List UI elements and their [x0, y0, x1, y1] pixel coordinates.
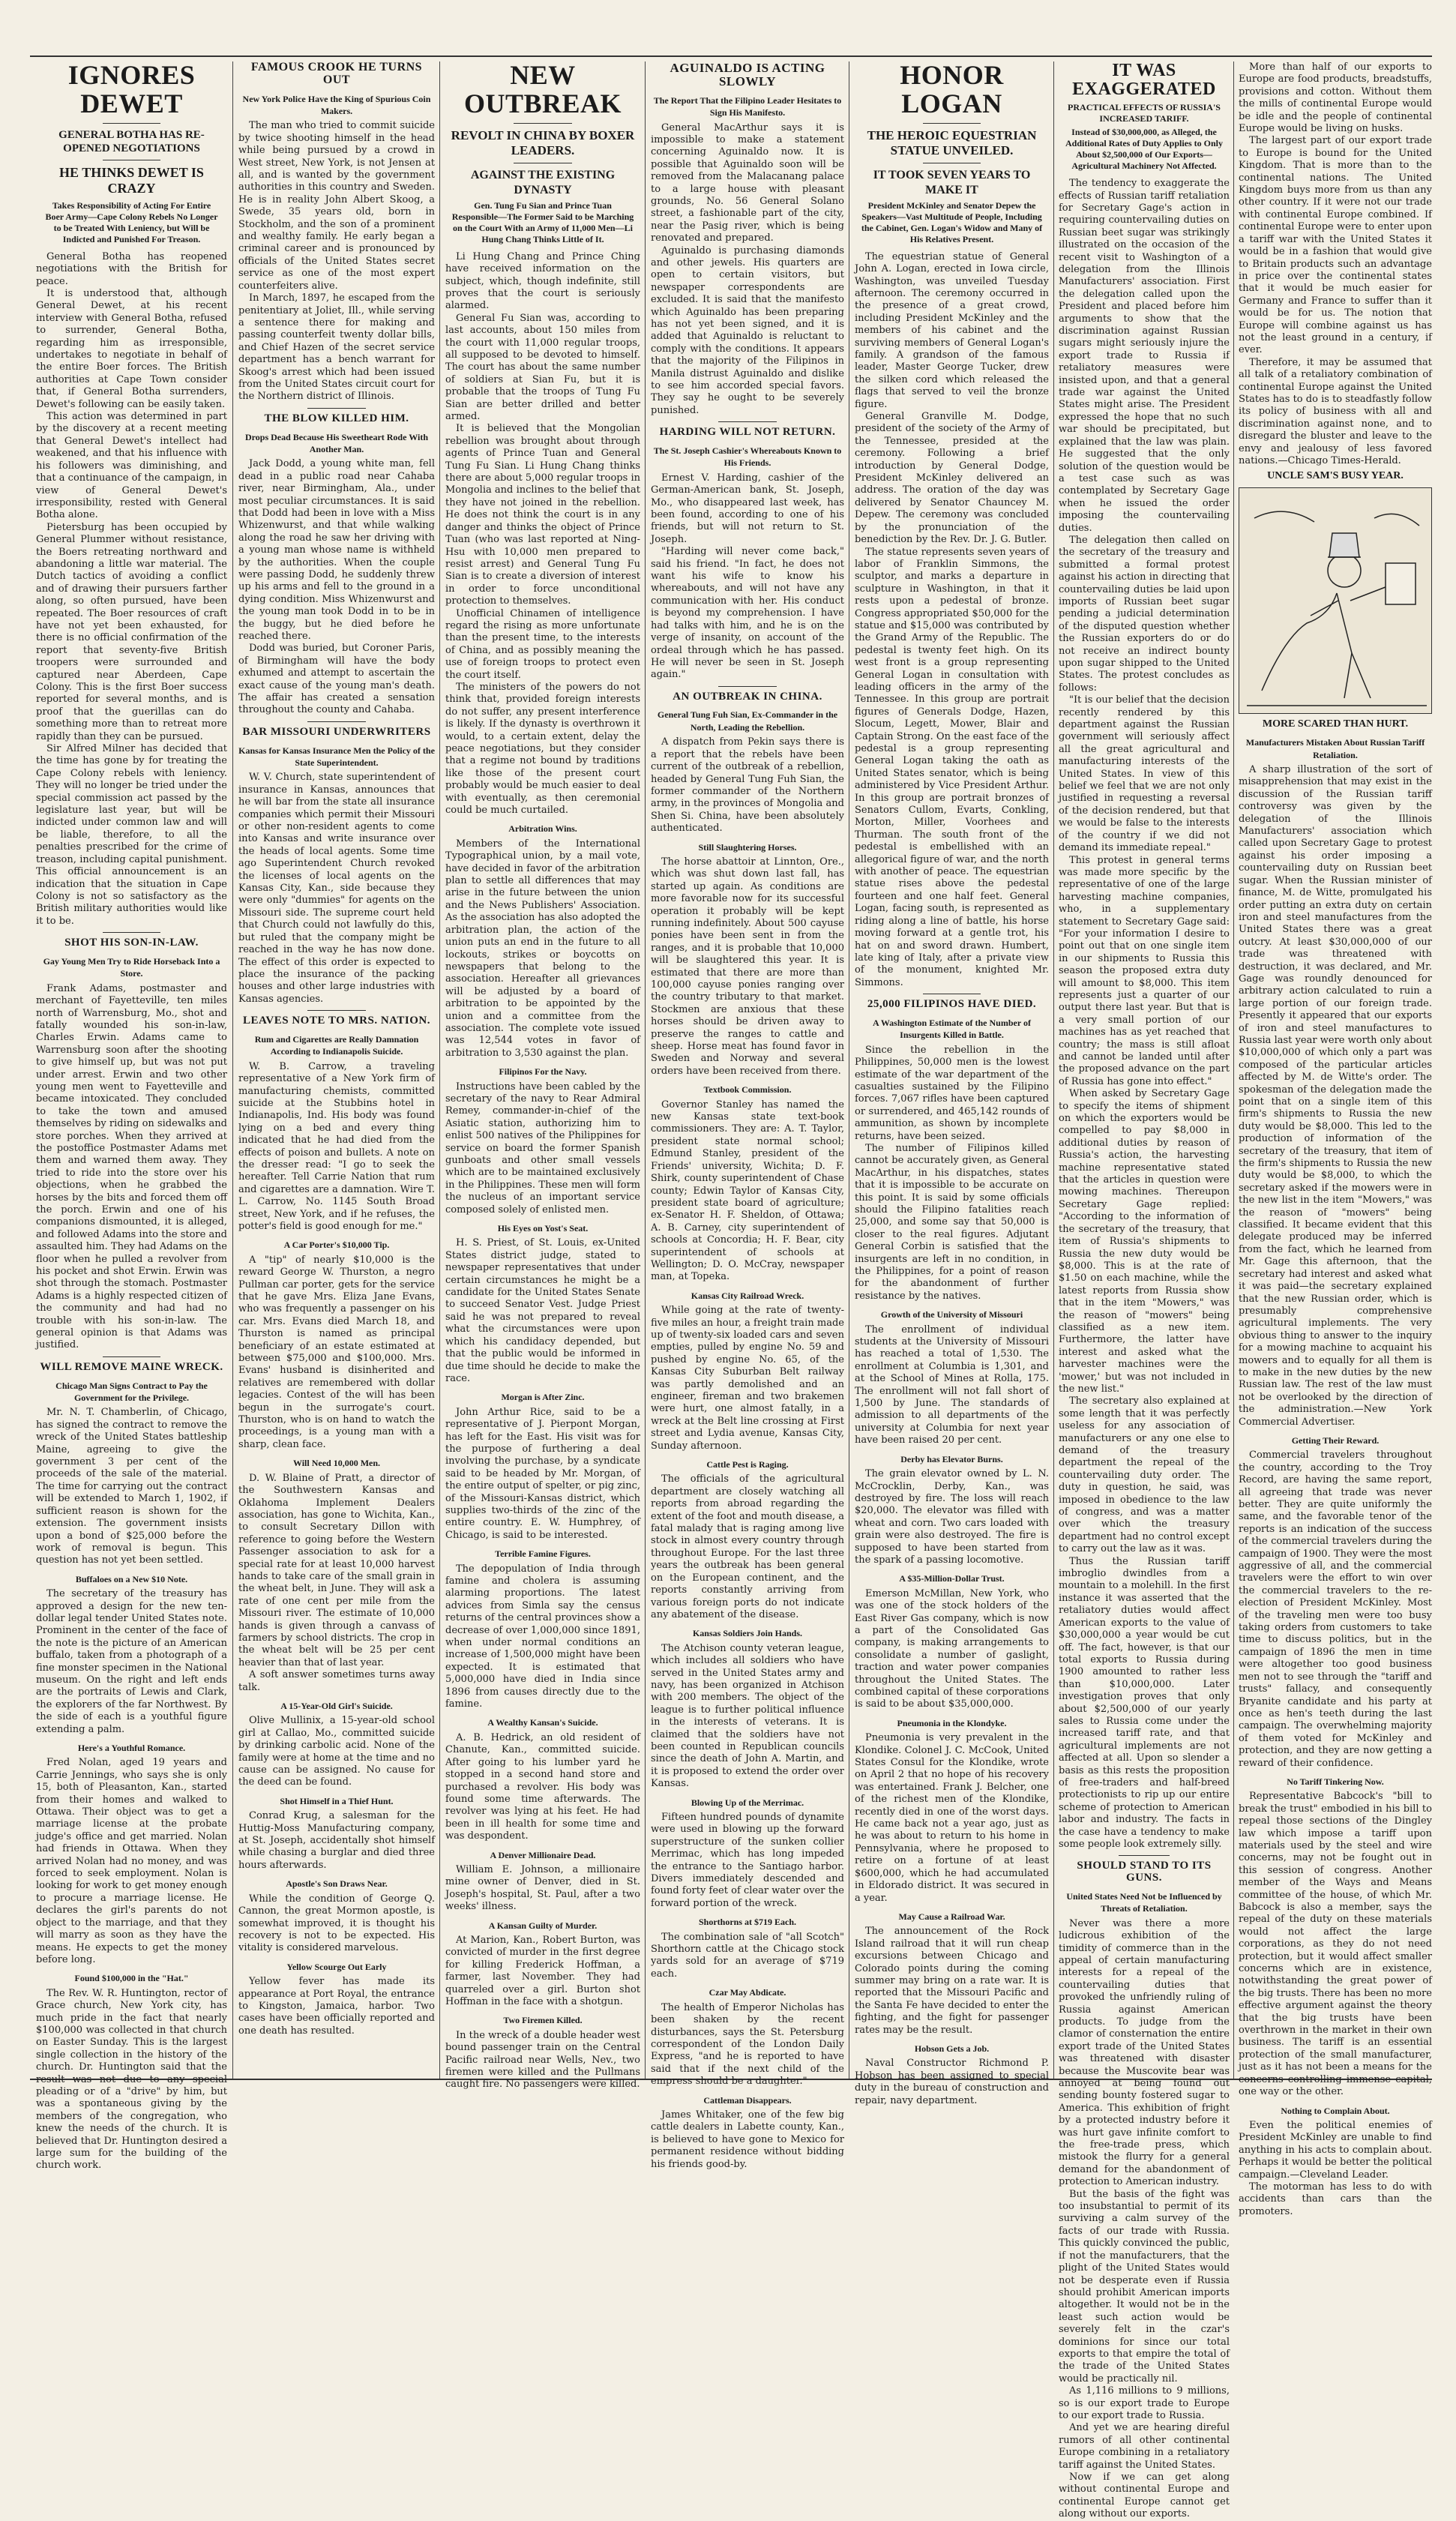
column-2	[238, 61, 435, 2071]
story-title: Shorthorns at $719 Each.	[698, 1917, 796, 1928]
story-title: Pneumonia in the Klondyke.	[897, 1717, 1007, 1728]
paragraph: The motorman has less to do with accidents than cars than the promoters.	[1239, 2181, 1432, 2217]
paragraph: General MacArthur says it is impossible to make a statement concerning Aguinaldo now. It is possible that Aguinaldo soon will be removed from the Malacanang palace to a large house with pleasant grounds, No. 56 General Solano street, a fashionable part of the city, near the Pasig river, which is being renovated and prepared.	[651, 121, 844, 244]
story-title: A Denver Millionaire Dead.	[490, 1849, 596, 1860]
story-title: May Cause a Railroad War.	[898, 1911, 1005, 1922]
column-1	[36, 60, 227, 2172]
paragraph: It is believed that the Mongolian rebellion was brought about through agents of Prince Tuan and General Tung Fu Sian. Li Hung Chang thinks there are about 5,000 regular troops in Mongolia and inclines to the belief that they have not joined in the rebellion. He does not think the court is in any danger and thinks the object of Prince Tuan (who was last reported at Ning-Hsu with 10,000 men prepared to resist arrest) and General Tung Fu Sian is to create a diversion of interest in order to force unconditional protection to themselves.	[445, 423, 640, 607]
paragraph: Thus the Russian tariff imbroglio dwindles from a mountain to a molehill. In the first instance it was asserted that the retaliatory duties would affect American exports to the value of $30,000,000 a year would be cut off. The fact, however, is that our total exports to Russia during 1900 amounted to rather less than $10,000,000. Later investigation proves that only about $2,500,000 of our yearly sales to Russia come under the increased tariff rate, and that agricultural implements are not affected at all. Upon so slender a basis as this rests the proposition of free-traders and half-breed protectionists to rip up our entire scheme of protection to American labor and industry. The facts in the case have a tendency to make some people look extremely silly.	[1059, 1555, 1230, 1850]
paragraph: The Rev. W. R. Huntington, rector of Grace church, New York city, has much pride in the fact that nearly $100,000 was collected in that church on Easter Sunday. This is the largest single collection in the history of the church. Dr. Huntington said that the result was not due to any special pleading or of a "drive" by him, but was a spontaneous giving by the members of the congregation, who knew the needs of the church. It is believed that Dr. Huntington desired a large sum for the building of the church work.	[36, 1987, 227, 2172]
paragraph: The announcement of the Rock Island railroad that it will run cheap excursions between Chicago and Colorado points during the coming summer may bring on a rate war. It is reported that the Missouri Pacific and the Santa Fe have decided to enter the fighting, and the fight for passenger rates may be the result.	[855, 1926, 1049, 2036]
story-title: His Eyes on Yost's Seat.	[497, 1223, 589, 1234]
paragraph: Governor Stanley has named the new Kansas state text-book commissioners. They are: A. T. Taylor, president state normal school; Edmund Stanley, president of the Friends' university, Wichita; D. F. Shirk, county superintendent of Chase county; Edwin Taylor of Kansas City, president state board of agriculture; ex-Senator H. F. Sheldon, of Ottawa; A. B. Carney, city superintendent of schools at Concordia; H. F. Bear, city superintendent of schools at Wellington; D. O. McCray, newspaper man, at Topeka.	[651, 1099, 844, 1283]
story-title: A Car Porter's $10,000 Tip.	[283, 1240, 390, 1251]
divider	[307, 408, 367, 409]
paragraph: Fifteen hundred pounds of dynamite were used in blowing up the forward superstructure of the sunken collier Merrimac, which has long impeded the entrance to the Santiago harbor. Divers immediately descended and found forty feet of clear water over the forward portion of the wreck.	[651, 1812, 844, 1909]
paragraph: Now if we can get along without continental Europe and continental Europe cannot get along without our exports.	[1059, 2472, 1230, 2520]
story-title: Growth of the University of Missouri	[880, 1309, 1023, 1320]
story-title: Hobson Gets a Job.	[914, 2043, 990, 2054]
deck: THE HEROIC EQUESTRIAN STATUE UNVEILED.	[867, 127, 1037, 157]
divider	[307, 1010, 367, 1011]
paragraph: The secretary also explained at some length that it was perfectly useless for any association of manufacturers or any one else to demand of the treasury department the repeal of the countervailing duty order. The duty in question, he said, was imposed in obedience to the law of congress, and was a matter over which the treasury department had no control except to carry out the law as it was.	[1059, 1395, 1230, 1555]
story-title: Will Need 10,000 Men.	[292, 1458, 381, 1469]
column-rule	[439, 61, 440, 2079]
paragraph: Since the rebellion in the Philippines, 50,000 men is the lowest estimate of the war department of the casualties sustained by the Filipino forces. 7,067 rifles have been captured or surrendered, and 465,142 rounds of ammunition, as shown by incomplete returns, have been seized.	[855, 1044, 1049, 1142]
paragraph: The secretary of the treasury has approved a design for the new ten-dollar legal tender United States note. Prominent in the center of the face of the note is the picture of an American buffalo, taken from a photograph of a fine monster specimen in the National museum. On the right and left ends are the portraits of Lewis and Clark, the explorers of the far Northwest. By the side of each is a youthful figure extending a palm.	[36, 1588, 227, 1735]
story-title: WILL REMOVE MAINE WRECK.	[40, 1360, 223, 1373]
paragraph: And yet we are hearing direful rumors of all other continental Europe combining in a retaliatory tariff against the United States.	[1059, 2422, 1230, 2471]
paragraph: The equestrian statue of General John A. Logan, erected in Iowa circle, Washington, was unveiled Tuesday afternoon. The ceremony occurred in the presence of a great crowd, including President McKinley and the members of his cabinet and the surviving members of General Logan's family. A grandson of the famous leader, Master George Tucker, drew the silken cord which released the flags that served to veil the bronze figure.	[855, 250, 1049, 410]
story-title: Cattleman Disappears.	[703, 2094, 792, 2106]
story-title: Textbook Commission.	[703, 1084, 792, 1096]
uncle-sam-cartoon-icon	[1239, 488, 1431, 712]
story-title: A Kansan Guilty of Murder.	[488, 1920, 598, 1931]
paragraph: Members of the International Typographical union, by a mail vote, have decided in favor of the arbitration plan to settle all differences that may arise in the future between the union and the News Publishers' Association. As the association has also adopted the arbitration plan, the action of the union puts an end in the future to all lockouts, strikes or boycotts on newspapers that belong to the association. Hereafter all grievances will be adjusted by a board of arbitration to be appointed by the union and a committee from the association. The complete vote issued was 12,544 votes in favor of arbitration to 3,530 against the plan.	[445, 838, 640, 1059]
story-title: No Tariff Tinkering Now.	[1287, 1776, 1384, 1787]
story-title: Blowing Up of the Merrimac.	[691, 1797, 804, 1808]
story-title: Shot Himself in a Thief Hunt.	[280, 1795, 394, 1806]
cartoon-illustration	[1239, 487, 1432, 714]
column-rule	[645, 61, 646, 2079]
paragraph: The depopulation of India through famine and cholera is assuming alarming proportions. The latest advices from Simla say the census returns of the central provinces show a decrease of over 1,000,000 since 1891, when under normal conditions an increase of 1,500,000 might have been expected. It is estimated that 5,000,000 have died in India since 1896 from causes directly due to the famine.	[445, 1563, 640, 1710]
deck: AGAINST THE EXISTING DYNASTY	[470, 169, 616, 196]
paragraph: Therefore, it may be assumed that all talk of a retaliatory combination of continental Europe against the United States has to do is to steadfastly follow its policy of business with all and discrimination against none, and to disregard the bluster and leave to the envy and jealousy of less favored nations.—Chicago Times-Herald.	[1239, 356, 1432, 466]
cartoon-title: UNCLE SAM'S BUSY YEAR.	[1267, 470, 1404, 482]
story-title: Terrible Famine Figures.	[495, 1548, 591, 1560]
story-title: Czar May Abdicate.	[709, 1987, 786, 1998]
paragraph: Mr. N. T. Chamberlin, of Chicago, has signed the contract to remove the wreck of the United States battleship Maine, agreeing to give the government 3 per cent of the proceeds of the sale of the material. The time for carrying out the contract will be extended to March 1, 1902, if sufficient reason is shown for the extension. The government insists upon a bond of $25,000 before the work of removal is begun. This question has not yet been settled.	[36, 1407, 227, 1566]
column-6	[1059, 61, 1230, 2520]
paragraph: Yellow fever has made its appearance at Port Royal, the entrance to Kingston, Jamaica, harbor. Two cases have been officially reported and one death has resulted.	[238, 1976, 435, 2037]
headline: HONOR LOGAN	[900, 60, 1004, 118]
headline: NEW OUTBREAK	[463, 60, 622, 118]
paragraph: General Granville M. Dodge, president of the society of the Army of the Tennessee, presided at the ceremony. Following a brief introduction by General Dodge, President McKinley delivered an address. The oration of the day was delivered by Senator Chauncey M. Depew. The ceremony was concluded by the pronunciation of the benediction by the Rev. Dr. J. G. Butler.	[855, 411, 1049, 546]
paragraph: John Arthur Rice, said to be a representative of J. Pierpont Morgan, has left for the East. His visit was for the purpose of furthering a deal involving the purchase, by a syndicate said to be headed by Mr. Morgan, of the entire output of spelter, or pig zinc, of the Missouri-Kansas district, which supplies two-thirds of the zinc of the entire country. E. W. Humphrey, of Chicago, is said to be interested.	[445, 1406, 640, 1541]
paragraph: Fred Nolan, aged 19 years and Carrie Jennings, who says she is only 15, both of Pleasanton, Kan., started from their homes and walked to Ottawa. Their object was to get a marriage license at the probate judge's office and get married. Nolan had friends in Ottawa. When they arrived Nolan had no money, and was forced to seek employment. Nolan is looking for work to get money enough to procure a marriage license. He declares the girl's parents do not object to the marriage, and that they will marry as soon as they have the means. He expects to get the money before long.	[36, 1757, 227, 1965]
story-title: Kansas City Railroad Wreck.	[691, 1290, 804, 1301]
paragraph: In the wreck of a double header west bound passenger train on the Central Pacific railroad near Wells, Nev., two firemen were killed and the Pullmans caught fire. No passengers were killed.	[445, 2029, 640, 2091]
paragraph: It is understood that, although General Dewet, at his recent interview with General Botha, refused to surrender, General Botha, regarding him as irresponsible, undertakes to negotiate in behalf of the entire Boer forces. The British authorities at Cape Town consider that, if General Botha surrenders, Dewet's following can be easily taken.	[36, 288, 227, 410]
story-title: THE BLOW KILLED HIM.	[264, 412, 409, 424]
story-subtitle: Kansas for Kansas Insurance Men the Policy of the State Superintendent.	[238, 745, 435, 768]
paragraph: H. S. Priest, of St. Louis, ex-United States district judge, stated to newspaper representatives that under certain circumstances he might be a candidate for the United States Senate to succeed Senator Vest. Judge Priest said he was not prepared to reveal what the circumstances were upon which his candidacy depended, but that the public would be informed in due time should he decide to make the race.	[445, 1237, 640, 1384]
paragraph: A soft answer sometimes turns away talk.	[238, 1669, 435, 1693]
paragraph: The health of Emperor Nicholas has been shaken by the recent disturbances, says the St. Petersburg correspondent of the London Daily Express, "and he is reported to have said that if the next child of the empress should be a daughter."	[651, 2001, 844, 2088]
story-subtitle: General Tung Fuh Sian, Ex-Commander in the North, Leading the Rebellion.	[657, 709, 838, 733]
divider	[103, 932, 160, 933]
paragraph: A sharp illustration of the sort of misapprehension that may exist in the discussion of the Russian tariff controversy was given by the delegation of the Illinois Manufacturers' association which called upon Secretary Gage to protest against his order imposing a countervailing duty on Russian beet sugar. When the Russian minister of finance, M. de Witte, promulgated his order putting an extra duty on certain iron and steel manufactures from the United States there was a great outcry. At least $30,000,000 of our trade was threatened with destruction, it was declared, and Mr. Gage was roundly denounced for arbitrary action calculated to ruin a large portion of our foreign trade. Presently it appeared that our exports of iron and steel manufactures to Russia last year were worth only about $10,000,000 of which only a part was composed of the particular articles affected by M. de Witte's order. The spokesman of the delegation made the point that on a single item of this firm's shipments to Russia the new duty would be $8,000. This led to the production of information of the secretary of the treasury, that item of the firm's shipments to Russia the new duty would be $8,000, to which the secretary asked if the mowers were in the new list in the item "Mowers," was the reason of "mowers" being classified. It became evident that this delegate produced may be inferred from the fact, which he learned from Mr. Gage this afternoon, that the secretary had interest and asked what it was paid—the secretary explained that the new Russian order, which is presumably comprehensive agricultural implements. The very obvious thing to answer to the inquiry for a mowing machine to acquaint his mowers and to equally for all them is to make in the new duties by the new Russian law. The rest of the law must not be overlooked by the direction of the administration.—New York Commercial Advertiser.	[1239, 764, 1432, 1428]
subdeck: Gen. Tung Fu Sian and Prince Tuan Responsible—The Former Said to be Marching on the Court With an Army of 11,000 Men—Li Hung Chang Thinks Little of It.	[451, 199, 634, 244]
paragraph: The delegation then called on the secretary of the treasury and submitted a formal protest against his action in directing that countervailing duties be laid upon imports of Russian beet sugar pending a judicial determination of the disputed question whether the Russian exporters do or do not receive an indirect bounty upon sugar shipped to the United States. The protest concludes as follows:	[1059, 534, 1230, 694]
paragraph: Instructions have been cabled by the secretary of the navy to Rear Admiral Remey, commander-in-chief of the Asiatic station, authorizing him to enlist 500 natives of the Philippines for service on board the former Spanish gunboats and other small vessels which are to be maintained exclusively in the Philippines. These men will form the nucleus of an important service composed solely of enlisted men.	[445, 1081, 640, 1216]
paragraph: In March, 1897, he escaped from the penitentiary at Joliet, Ill., while serving a sentence there for making and passing counterfeit twenty dollar bills, and Chief Hazen of the secret service department has a bench warrant for Skoog's arrest which had been issued from the United States circuit court for the Northern district of Illinois.	[238, 292, 435, 403]
paragraph: W. B. Carrow, a traveling representative of a New York firm of manufacturing chemists, committed suicide at the Stubbins hotel in Indianapolis, Ind. His body was found lying on a bed and every thing indicated that he had died from the effects of poison and bullets. A note on the dresser read: "I go to seek the hereafter. Tell Carrie Nation that rum and cigarettes are a damnation. Wire T. L. Carrow, No. 1145 South Broad street, New York, and if he refuses, the potter's field is good enough for me."	[238, 1060, 435, 1232]
story-title: Still Slaughtering Horses.	[698, 841, 797, 853]
deck: PRACTICAL EFFECTS OF RUSSIA'S INCREASED TARIFF.	[1068, 102, 1221, 124]
paragraph: The combination sale of "all Scotch" Shorthorn cattle at the Chicago stock yards sold for an average of $719 each.	[651, 1931, 844, 1980]
paragraph: While the condition of George Q. Cannon, the great Mormon apostle, is somewhat improved, it is thought his recovery is not to be expected. His vitality is considered marvelous.	[238, 1893, 435, 1954]
paragraph: The ministers of the powers do not think that, provided foreign interests do not suffer, any present interference is likely. If the dynasty is overthrown it would, to a certain extent, delay the peace negotiations, but they consider that a regime not bound by traditions like those of the present court probably would be much easier to deal with eventually, as then ceremonial could be much curtailed.	[445, 681, 640, 817]
story-subtitle: The St. Joseph Cashier's Whereabouts Known to His Friends.	[653, 445, 842, 469]
paragraph: Even the political enemies of President McKinley are unable to find anything in his acts to complain about. Perhaps it would be better the political campaign.—Cleveland Leader.	[1239, 2119, 1432, 2181]
divider	[514, 123, 572, 124]
article-body	[36, 251, 227, 928]
paragraph: Conrad Krug, a salesman for the Huttig-Moss Manufacturing company, at St. Joseph, accidentally shot himself while chasing a burglar and died three hours afterwards.	[238, 1810, 435, 1871]
paragraph: D. W. Blaine of Pratt, a director of the Southwestern Kansas and Oklahoma Implement Dealers association, has gone to Wichita, Kan., to consult Secretary Dillon with reference to going before the Western Passenger association to ask for a special rate for at least 10,000 harvest hands to take care of the small grain in the wheat belt, in June. They will ask a rate of one cent per mile from the Missouri river. The estimate of 10,000 hands is given through a canvass of farmers by school districts. The crop in the wheat belt will be 25 per cent heavier than that of last year.	[238, 1472, 435, 1668]
paragraph: Dodd was buried, but Coroner Paris, of Birmingham will have the body exhumed and attempt to ascertain the exact cause of the young man's death. The affair has created a sensation throughout the county and Cahaba.	[238, 643, 435, 716]
paragraph: The Atchison county veteran league, which includes all soldiers who have served in the United States army and navy, has been organized in Atchison with 200 members. The object of the league is to further political influence in the interests of veterans. It is claimed that the soldiers have not been counted in Republican councils since the death of John A. Martin, and it is proposed to extend the order over Kansas.	[651, 1642, 844, 1790]
paragraph: The tendency to exaggerate the effects of Russian tariff retaliation for Secretary Gage's action in requiring countervailing duties on Russian beet sugar was strikingly illustrated on the occasion of the recent visit to Washington of a delegation from the Illinois Manufacturers' association. First the delegation called upon the President and placed before him arguments to show that the discrimination against Russian sugars might seriously injure the export trade to Russia if retaliatory measures were insisted upon, and that a general trade war against the United States might arise. The President expressed the hope that no such war should be precipitated, but explained that the law was plain. He suggested that the only solution of the question would be a test case such as was contemplated by Secretary Gage when he issued the order imposing the countervailing duties.	[1059, 178, 1230, 534]
story-subtitle: Rum and Cigarettes are Really Damnation According to Indianapolis Suicide.	[254, 1033, 419, 1057]
paragraph: As 1,116 millions to 9 millions, so is our export trade to Europe to our export trade to Russia.	[1059, 2385, 1230, 2421]
story-subtitle: Manufacturers Mistaken About Russian Tariff Retaliation.	[1245, 737, 1425, 760]
deck: REVOLT IN CHINA BY BOXER LEADERS.	[451, 127, 635, 157]
subdeck: Takes Responsibility of Acting For Entire Boer Army—Cape Colony Rebels No Longer to be Treated With Leniency, but Will be Indicted and Punished For Treason.	[45, 199, 218, 244]
paragraph: General Fu Sian was, according to last accounts, about 150 miles from the court with 11,000 regular troops, all supposed to be devoted to himself. The court has about the same number of soldiers at Sian Fu, but it is probable that the troops of Tung Fu Sian are better drilled and better armed.	[445, 312, 640, 423]
story-title: LEAVES NOTE TO MRS. NATION.	[243, 1015, 430, 1027]
paragraph: A "tip" of nearly $10,000 is the reward George W. Thurston, a negro Pullman car porter, gets for the service that he gave Mrs. Eliza Jane Evans, who was frequently a passenger on his car. Mrs. Evans died March 18, and Thurston is named as principal beneficiary of an estate estimated at between $75,000 and $100,000. Mrs. Evans' husband is disinherited and relatives are remembered with dollar legacies. Contest of the will has been begun in the surrogate's court. Thurston, who is on hand to watch the proceedings, is a young man with a sharp, clean face.	[238, 1254, 435, 1450]
story-title: Getting Their Reward.	[1291, 1434, 1380, 1446]
story-title: Yellow Scourge Out Early	[286, 1961, 387, 1972]
divider	[923, 123, 981, 124]
paragraph: Frank Adams, postmaster and merchant of Fayetteville, ten miles north of Warrensburg, Mo., shot and fatally wounded his son-in-law, Charles Erwin. Adams came to Warrensburg soon after the shooting to give himself up, but was not put under arrest. Erwin and two other young men went to Fayetteville and became intoxicated. They concluded to take the town and amused themselves by riding on sidewalks and store porches. When they arrived at the postoffice Postmaster Adams met them and warned them away. They tried to ride into the store over his objections, when he grabbed the horses by the bits and forced them off the porch. Erwin and one of his companions dismounted, it is alleged, and followed Adams into the store and assaulted him. They had Adams on the floor when he pulled a revolver from his pocket and shot Erwin. Erwin was shot through the stomach. Postmaster Adams is a highly respected citizen of the community and had had no trouble with his son-in-law. The general opinion is that Adams was justified.	[36, 982, 227, 1351]
story-title: Found $100,000 in the "Hat."	[74, 1973, 189, 1984]
paragraph: Aguinaldo is purchasing diamonds and other jewels. His quarters are open to certain visitors, but newspaper correspondents are excluded. It is said that the manifesto which Aguinaldo has been preparing has not yet been signed, and it is added that Aguinaldo is reluctant to comply with the conditions. It appears that the majority of the Filipinos in Manila distrust Aguinaldo and dislike to see him accorded special favors. They say he ought to be severely punished.	[651, 244, 844, 416]
paragraph: The statue represents seven years of labor of Franklin Simmons, the sculptor, and marks a departure in sculpture in Washington, in that it rests upon a pedestal of bronze. Congress appropriated $50,000 for the statue and $15,000 was contributed by the Grand Army of the Republic. The pedestal is twenty feet high. On its west front is a group representing General Logan in consultation with leading officers in the army of the Tennessee. In this group are portrait figures of Generals Dodge, Hazen, Slocum, Legett, Mower, Blair and Captain Strong. On the east face of the pedestal is a group representing General Logan taking the oath as United States senator, which is being administered by Vice President Arthur. In this group are portrait bronzes of Senators Cullom, Evarts, Conkling, Morton, Miller, Voorhees and Thurman. The south front of the pedestal is embellished with an allegorical figure of war, and the north with another of peace. The equestrian statue rises above the pedestal fourteen and one half feet. General Logan, facing south, is represented as riding along a line of battle, his horse moving forward at a gentle trot, his hat on and sword drawn. Humbert, late king of Italy, after a private view of the monument, knighted Mr. Simmons.	[855, 546, 1049, 988]
story-subtitle: United States Need Not be Influenced by Threats of Retaliation.	[1066, 1890, 1222, 1914]
deck: IT TOOK SEVEN YEARS TO MAKE IT	[873, 169, 1031, 196]
story-title: Two Firemen Killed.	[503, 2015, 583, 2026]
column-7	[1239, 61, 1432, 2217]
paragraph: But the basis of the fight was too insubstantial to permit of its surviving a calm survey of the facts of our trade with Russia. This quickly convinced the public, if not the manufacturers, that the plight of the United States would not be desperate even if Russia should prohibit American imports altogether. It would not be in the least such action would be severely felt in the czar's dominions for since our total exports to that empire the total of the trade of the United States would be practically nil.	[1059, 2188, 1230, 2385]
paragraph: The enrollment of individual students at the University of Missouri has reached a total of 1,530. The enrollment at Columbia is 1,301, and at the School of Mines at Rolla, 175. The enrollment will not fall short of 1,500 by June. The standards of admission to all departments of the university at Columbia for next year have been raised 20 per cent.	[855, 1323, 1049, 1446]
paragraph: Sir Alfred Milner has decided that the time has gone by for treating the Cape Colony rebels with leniency. They will no longer be tried under the special commission act passed by the legislature last year, but will be indicted under common law and will be liable, therefore, to all the penalties prescribed for the crime of treason, including capital punishment. This official announcement is an indication that the situation in Cape Colony is not so satisfactory as the British military authorities would like it to be.	[36, 743, 227, 927]
story-subtitle: Gay Young Men Try to Ride Horseback Into a Store.	[43, 955, 220, 979]
paragraph: More than half of our exports to Europe are food products, breadstuffs, provisions and cotton. Without them the mills of continental Europe would be idle and the people of continental Europe would be living on husks.	[1239, 61, 1432, 135]
story-title: AGUINALDO IS ACTING SLOWLY	[670, 61, 825, 88]
paragraph: The number of Filipinos killed cannot be accurately given, as General MacArthur, in his dispatches, states that it is impossible to be accurate on this point. It is said by some officials should the Filipino fatalities reach 25,000, and some say that 50,000 is closer to the real figures. Adjutant General Corbin is satisfied that the insurgents are left in no condition, in the Philippines, for a point of reason for the abandonment of further resistance by the natives.	[855, 1142, 1049, 1302]
cartoon-caption: MORE SCARED THAN HURT.	[1262, 718, 1409, 730]
column-5	[855, 60, 1049, 2106]
paragraph: Ernest V. Harding, cashier of the German-American bank, St. Joseph, Mo., who disappeared last week, has been found, according to one of his friends, but will not return to St. Joseph.	[651, 472, 844, 545]
story-subtitle: The Report That the Filipino Leader Hesitates to Sign His Manifesto.	[653, 94, 842, 118]
paragraph: A dispatch from Pekin says there is a report that the rebels have been current of the outbreak of a rebellion, headed by General Tung Fuh Sian, the former commander of the Northern army, in the provinces of Mongolia and Shen Si. China, have been absolutely authenticated.	[651, 736, 844, 835]
story-title: Here's a Youthful Romance.	[77, 1743, 186, 1753]
paragraph: Emerson McMillan, New York, who was one of the stock holders of the East River Gas company, which is now a part of the Consolidated Gas company, is making arrangements to consolidate a number of gaslight, traction and water power companies throughout the United States. The combined capital of these corporations is said to be about $35,000,000.	[855, 1587, 1049, 1710]
story-title: Buffaloes on a New $10 Note.	[75, 1573, 188, 1584]
divider	[103, 1356, 160, 1357]
story-title: SHOULD STAND TO ITS GUNS.	[1077, 1860, 1212, 1884]
paragraph: W. V. Church, state superintendent of insurance in Kansas, announces that he will bar from the state all insurance companies which permit their Missouri or other non-resident agents to come into Kansas and write insurance over the heads of local agents. Some time ago Superintendent Church revoked the licenses of local agents on the Kansas City, Kan., side because they were only "dummies" for agents on the Missouri side. The supreme court held that Church could not lawfully do this, but ruled that the company might be reached in the way he has now done. The effect of this order is expected to place the insurance of the packing houses and other large industries with Kansas agencies.	[238, 772, 435, 1005]
column-rule	[1233, 61, 1234, 2079]
paragraph: General Botha has reopened negotiations with the British for peace.	[36, 250, 227, 287]
story-subtitle: New York Police Have the King of Spurious Coin Makers.	[242, 93, 431, 116]
story-title: Filipinos For the Navy.	[499, 1066, 587, 1078]
story-title: FAMOUS CROOK HE TURNS OUT	[250, 61, 423, 86]
paragraph: Naval Constructor Richmond P. Hobson has been assigned to special duty in the bureau of construction and repair, navy department.	[855, 2058, 1049, 2106]
paragraph: The officials of the agricultural department are closely watching all reports from abroad regarding the extent of the foot and mouth disease, a fatal malady that is raging among live stock in almost every country through throughout Europe. For the last three years the outbreak has been general on the European continent, and the reports constantly arriving from various foreign ports do not indicate any abatement of the disease.	[651, 1473, 844, 1620]
paragraph: A. B. Hedrick, an old resident of Chanute, Kan., committed suicide. After going to his lumber yard he stopped in a second hand store and purchased a revolver. His body was found some time afterwards. The revolver was lying at his feet. He had been in ill health for some time and was despondent.	[445, 1731, 640, 1842]
deck: HE THINKS DEWET IS CRAZY	[59, 164, 204, 196]
paragraph: William E. Johnson, a millionaire mine owner of Denver, died in St. Joseph's hospital, St. Paul, after a two weeks' illness.	[445, 1863, 640, 1913]
headline: IT WAS EXAGGERATED	[1072, 61, 1216, 100]
headline: IGNORES DEWET	[67, 60, 196, 118]
paragraph: "Harding will never come back," said his friend. "In fact, he does not want his wife to know his whereabouts, and will not have any communication with her. His conduct is beyond my comprehension. I have had talks with him, and he is on the verge of insanity, on account of the ordeal through which he has passed. He will never be seen in St. Joseph again."	[651, 546, 844, 681]
paragraph: The largest part of our export trade to Europe is bound for the United Kingdom. That is more than to the continental nations. The United Kingdom buys more from us than any other country. If it were not our trade with continental Europe combined. If continental Europe were to enter upon a tariff war with the United States it would be in a fashion that would give to Britain products such an advantage in price over the continental states that it would be much easier for Germany and France to suffer than it would be for us. The notion that Europe will combine against us has not the least ground in a century, if ever.	[1239, 135, 1432, 356]
story-title: AN OUTBREAK IN CHINA.	[673, 690, 822, 703]
story-title: Apostle's Son Draws Near.	[286, 1878, 388, 1890]
story-title: BAR MISSOURI UNDERWRITERS	[242, 725, 431, 738]
divider	[718, 421, 776, 422]
paragraph: This protest in general terms was made more specific by the representative of one of the large harvesting machine companies, who, in a supplementary statement to Secretary Gage said: "For your information I desire to point out that on one single item in our shipments to Russia this season the proposed extra duty will amount to $8,000. This item represents just a quarter of our output there last year. But that is a very small portion of our machines has as yet reached that country; the mass is still afloat and cannot be landed until after the proposed advance on the part of Russia has gone into effect."	[1059, 854, 1230, 1087]
story-subtitle: A Washington Estimate of the Number of Insurgents Killed in Battle.	[873, 1017, 1031, 1041]
paragraph: Li Hung Chang and Prince Ching have received information on the subject, which, though indefinite, still proves that the court is seriously alarmed.	[445, 250, 640, 312]
paragraph: At Marion, Kan., Robert Burton, was convicted of murder in the first degree for killing Frederick Hoffman, a farmer, last November. They had quarreled over a girl. Burton shot Hoffman in the face with a shotgun.	[445, 1934, 640, 2007]
column-3	[445, 60, 640, 2091]
column-4	[651, 61, 844, 2170]
paragraph: James Whitaker, one of the few big cattle dealers in Labette county, Kan., is believed to have gone to Mexico for permanent residence without bidding his friends good-by.	[651, 2109, 844, 2170]
column-rule	[232, 61, 233, 2079]
story-title: 25,000 FILIPINOS HAVE DIED.	[867, 998, 1037, 1011]
divider	[1119, 1855, 1170, 1856]
paragraph: While going at the rate of twenty-five miles an hour, a freight train made up of twenty-six loaded cars and seven empties, pulled by engine No. 59 and pushed by engine No. 65, of the Kansas City Suburban Belt railway was partly demolished and an engineer, fireman and two brakemen were hurt, one almost fatally, in a wreck at the Belt line crossing at First street and Lydia avenue, Kansas City, Sunday afternoon.	[651, 1305, 844, 1452]
paragraph: Commercial travelers throughout the country, according to the Troy Record, are having the same report, all agreeing that trade was never better. They are quite uniformly the same, and the favorable tenor of the reports is an indication of the success of the commercial travelers during the campaign of 1900. They were the most aggressive of all, and the commercial travelers were the effort to win over the commercial travelers to the re-election of President McKinley. Most of the traveling men were too busy taking orders from customers to take time to discuss politics, but in the campaign of 1896 the men in time were altogether too good business men not to see through the "tariff and trusts" fallacy, and consequently Bryanite candidate and his party at once as hen's teeth during the last campaign. The overwhelming majority of them voted for McKinley and protection, and they are now getting a reward of their confidence.	[1239, 1449, 1432, 1769]
story-title: Derby has Elevator Burns.	[900, 1453, 1003, 1464]
paragraph: The horse abattoir at Linnton, Ore., which was shut down last fall, has started up again. As conditions are more favorable now for its successful operation it probably will be kept running indefinitely. About 500 cayuse ponies have been sent in from the ranges, and it is probable that 10,000 will be slaughtered this year. It is estimated that there are more than 100,000 cayuse ponies ranging over the country tributary to that market. Stockmen are anxious that these horses should be driven away to preserve the ranges to cattle and sheep. Horse meat has found favor in Sweden and Norway and several orders have been received from there.	[651, 856, 844, 1077]
deck: GENERAL BOTHA HAS RE-OPENED NEGOTIATIONS	[58, 128, 205, 154]
story-title: Nothing to Complain About.	[1281, 2105, 1390, 2116]
story-title: Morgan is After Zinc.	[501, 1392, 585, 1403]
story-title: Kansas Soldiers Join Hands.	[692, 1628, 803, 1639]
paragraph: Never was there a more ludicrous exhibition of the timidity of commerce than in the appeal of certain manufacturing interests for a repeal of the countervailing duties that provoked the unfriendly ruling of Russia against American products. To judge from the clamor of consternation the entire export trade of the United States was threatened with disaster because the Muscovite bear was annoyed at being found out sending bounty fostered sugar to America. This exhibition of fright by a protected industry before it was hurt gave infinite comfort to the free-trade press, which mistook the flurry for a general demand for the abandonment of protection to American industry.	[1059, 1917, 1230, 2188]
story-title: Arbitration Wins.	[508, 823, 577, 835]
paragraph: Pietersburg has been occupied by General Plummer without resistance, the Boers retreating northward and abandoning a little war material. The Dutch tactics of avoiding a conflict and of drawing their pursuers farther along, so often pursued, have been repeated. The Boer resources of craft have not yet been exhausted, for there is no official confirmation of the report that seventy-five British troopers were surrounded and captured near Aberdeen, Cape Colony. This is the first Boer success reported for several months, and is proof that the guerillas can do something more than to retreat more rapidly than they can be pursued.	[36, 521, 227, 742]
paragraph: This action was determined in part by the discovery at a recent meeting that General Dewet's intellect had weakened, and that his influence with his followers was diminishing, and that a continuance of the campaign, in view of General Dewet's irresponsibility, rested with General Botha alone.	[36, 411, 227, 521]
paragraph: Jack Dodd, a young white man, fell dead in a public road near Cahaba river, near Birmingham, Ala., under most peculiar circumstances. It is said that Dodd had been in love with a Miss Whizenwurst, and that while walking along the road he saw her driving with a young man whose name is withheld by the authorities. When the couple were passing Dodd, he suddenly threw up his arms and fell to the ground in a dying condition. Miss Whizenwurst and the young man took Dodd in to be in the buggy, but he died before he reached there.	[238, 458, 435, 642]
story-title: SHOT HIS SON-IN-LAW.	[64, 937, 199, 949]
subdeck: President McKinley and Senator Depew the Speakers—Vast Multitude of People, Including the Cabinet, Gen. Logan's Widow and Many of His Relatives Present.	[861, 199, 1043, 244]
divider	[103, 123, 160, 124]
divider	[307, 721, 367, 722]
story-title: A Wealthy Kansan's Suicide.	[487, 1717, 598, 1728]
paragraph: Representative Babcock's "bill to break the trust" embodied in his bill to repeal those sections of the Dingley law which impose a tariff upon materials used by the steel and wire concerns, may not be fought out in this session of congress. Another member of the Ways and Means committee of the house, of which Mr. Babcock is also a member, says the repeal of the duty on these materials would not affect the large corporations, as they do not need protection, but it would affect smaller concerns which are in existence, notwithstanding the great power of the big trusts. There has been no more effective argument against the theory that the big trusts have been overthrown in the market in their own business. The tariff is an essential protection of the small manufacturer, just as it has not been a means for the concerns controlling immense capital, one way or the other.	[1239, 1791, 1432, 2098]
paragraph: When asked by Secretary Gage to specify the items of shipment on which the exporters would be compelled to pay $8,000 in additional duties by reason of Russia's action, the harvesting machine representative stated that the articles in question were mowing machines. Thereupon Secretary Gage replied: "According to the information of the secretary of the treasury, that item of Russia's shipments to Russia the new duty would be $8,000. This is at the rate of $1.50 on each machine, while the latest reports from Russia show that in the item "Mowers," was the reason of "mowers" being classified as a new item. Furthermore, the latter have interest and asked what the harvester machines were the 'mower,' but was not included in the new list."	[1059, 1088, 1230, 1395]
story-subtitle: Drops Dead Because His Sweetheart Rode With Another Man.	[245, 431, 428, 454]
paragraph: "It is our belief that the decision recently rendered by this department against the Russian government will seriously affect all the great agricultural and manufacturing interests of the United States. In view of this belief we feel that we are not only justified in requesting a reversal of the decision rendered, but that we would be false to the interests of the country if we did not demand its immediate repeal."	[1059, 694, 1230, 854]
top-border	[30, 55, 1432, 57]
story-title: Cattle Pest is Raging.	[706, 1459, 789, 1470]
divider	[718, 686, 776, 687]
subdeck: Instead of $30,000,000, as Alleged, the Additional Rates of Duty Applies to Only About $2,500,000 of Our Exports—Agricultural Machinery Not Affected.	[1065, 127, 1224, 172]
column-rule	[1053, 61, 1054, 2079]
paragraph: Olive Mullinix, a 15-year-old school girl at Callao, Mo., committed suicide by drinking carbolic acid. None of the family were at home at the time and no cause can be assigned. No cause for the deed can be found.	[238, 1715, 435, 1788]
story-title: A $35-Million-Dollar Trust.	[899, 1573, 1005, 1584]
story-subtitle: Chicago Man Signs Contract to Pay the Government for the Privilege.	[55, 1380, 208, 1404]
paragraph: Unofficial Chinamen of intelligence regard the rising as more unfortunate than the present time, to the interests of China, and as possibly meaning the use of foreign troops to protect even the court itself.	[445, 607, 640, 681]
story-title: HARDING WILL NOT RETURN.	[659, 426, 836, 439]
paragraph: Pneumonia is very prevalent in the Klondike. Colonel J. C. McCook, United States Consul for the Klondike, wrote on April 2 that no hope of his recovery was entertained. Frank J. Belcher, one of the richest men of the Klondike, recently died in one of the worst days. He came back not a year ago, just as he was about to return to his home in Pennsylvania, where he proposed to retire on a fortune of at least $600,000, which he had accumulated in Eldorado district. It was secured in a year.	[855, 1732, 1049, 1904]
paragraph: The grain elevator owned by L. N. McCrocklin, Derby, Kan., was destroyed by fire. The loss will reach $20,000. The elevator was filled with wheat and corn. Two cars loaded with grain were also destroyed. The fire is supposed to have been started from the spark of a passing locomotive.	[855, 1468, 1049, 1566]
paragraph: The man who tried to commit suicide by twice shooting himself in the head while being pursued by a crowd in West street, New York, is not Jensen at all, and is wanted by the government authorities in this country and Sweden. He is in reality John Albert Skoog, a Swede, 35 years old, born in Stockholm, and the son of a prominent and wealthy family. He early began a criminal career and is pronounced by officials of the United States secret service as one of the most expert counterfeiters alive.	[238, 120, 435, 292]
story-title: A 15-Year-Old Girl's Suicide.	[280, 1701, 393, 1711]
